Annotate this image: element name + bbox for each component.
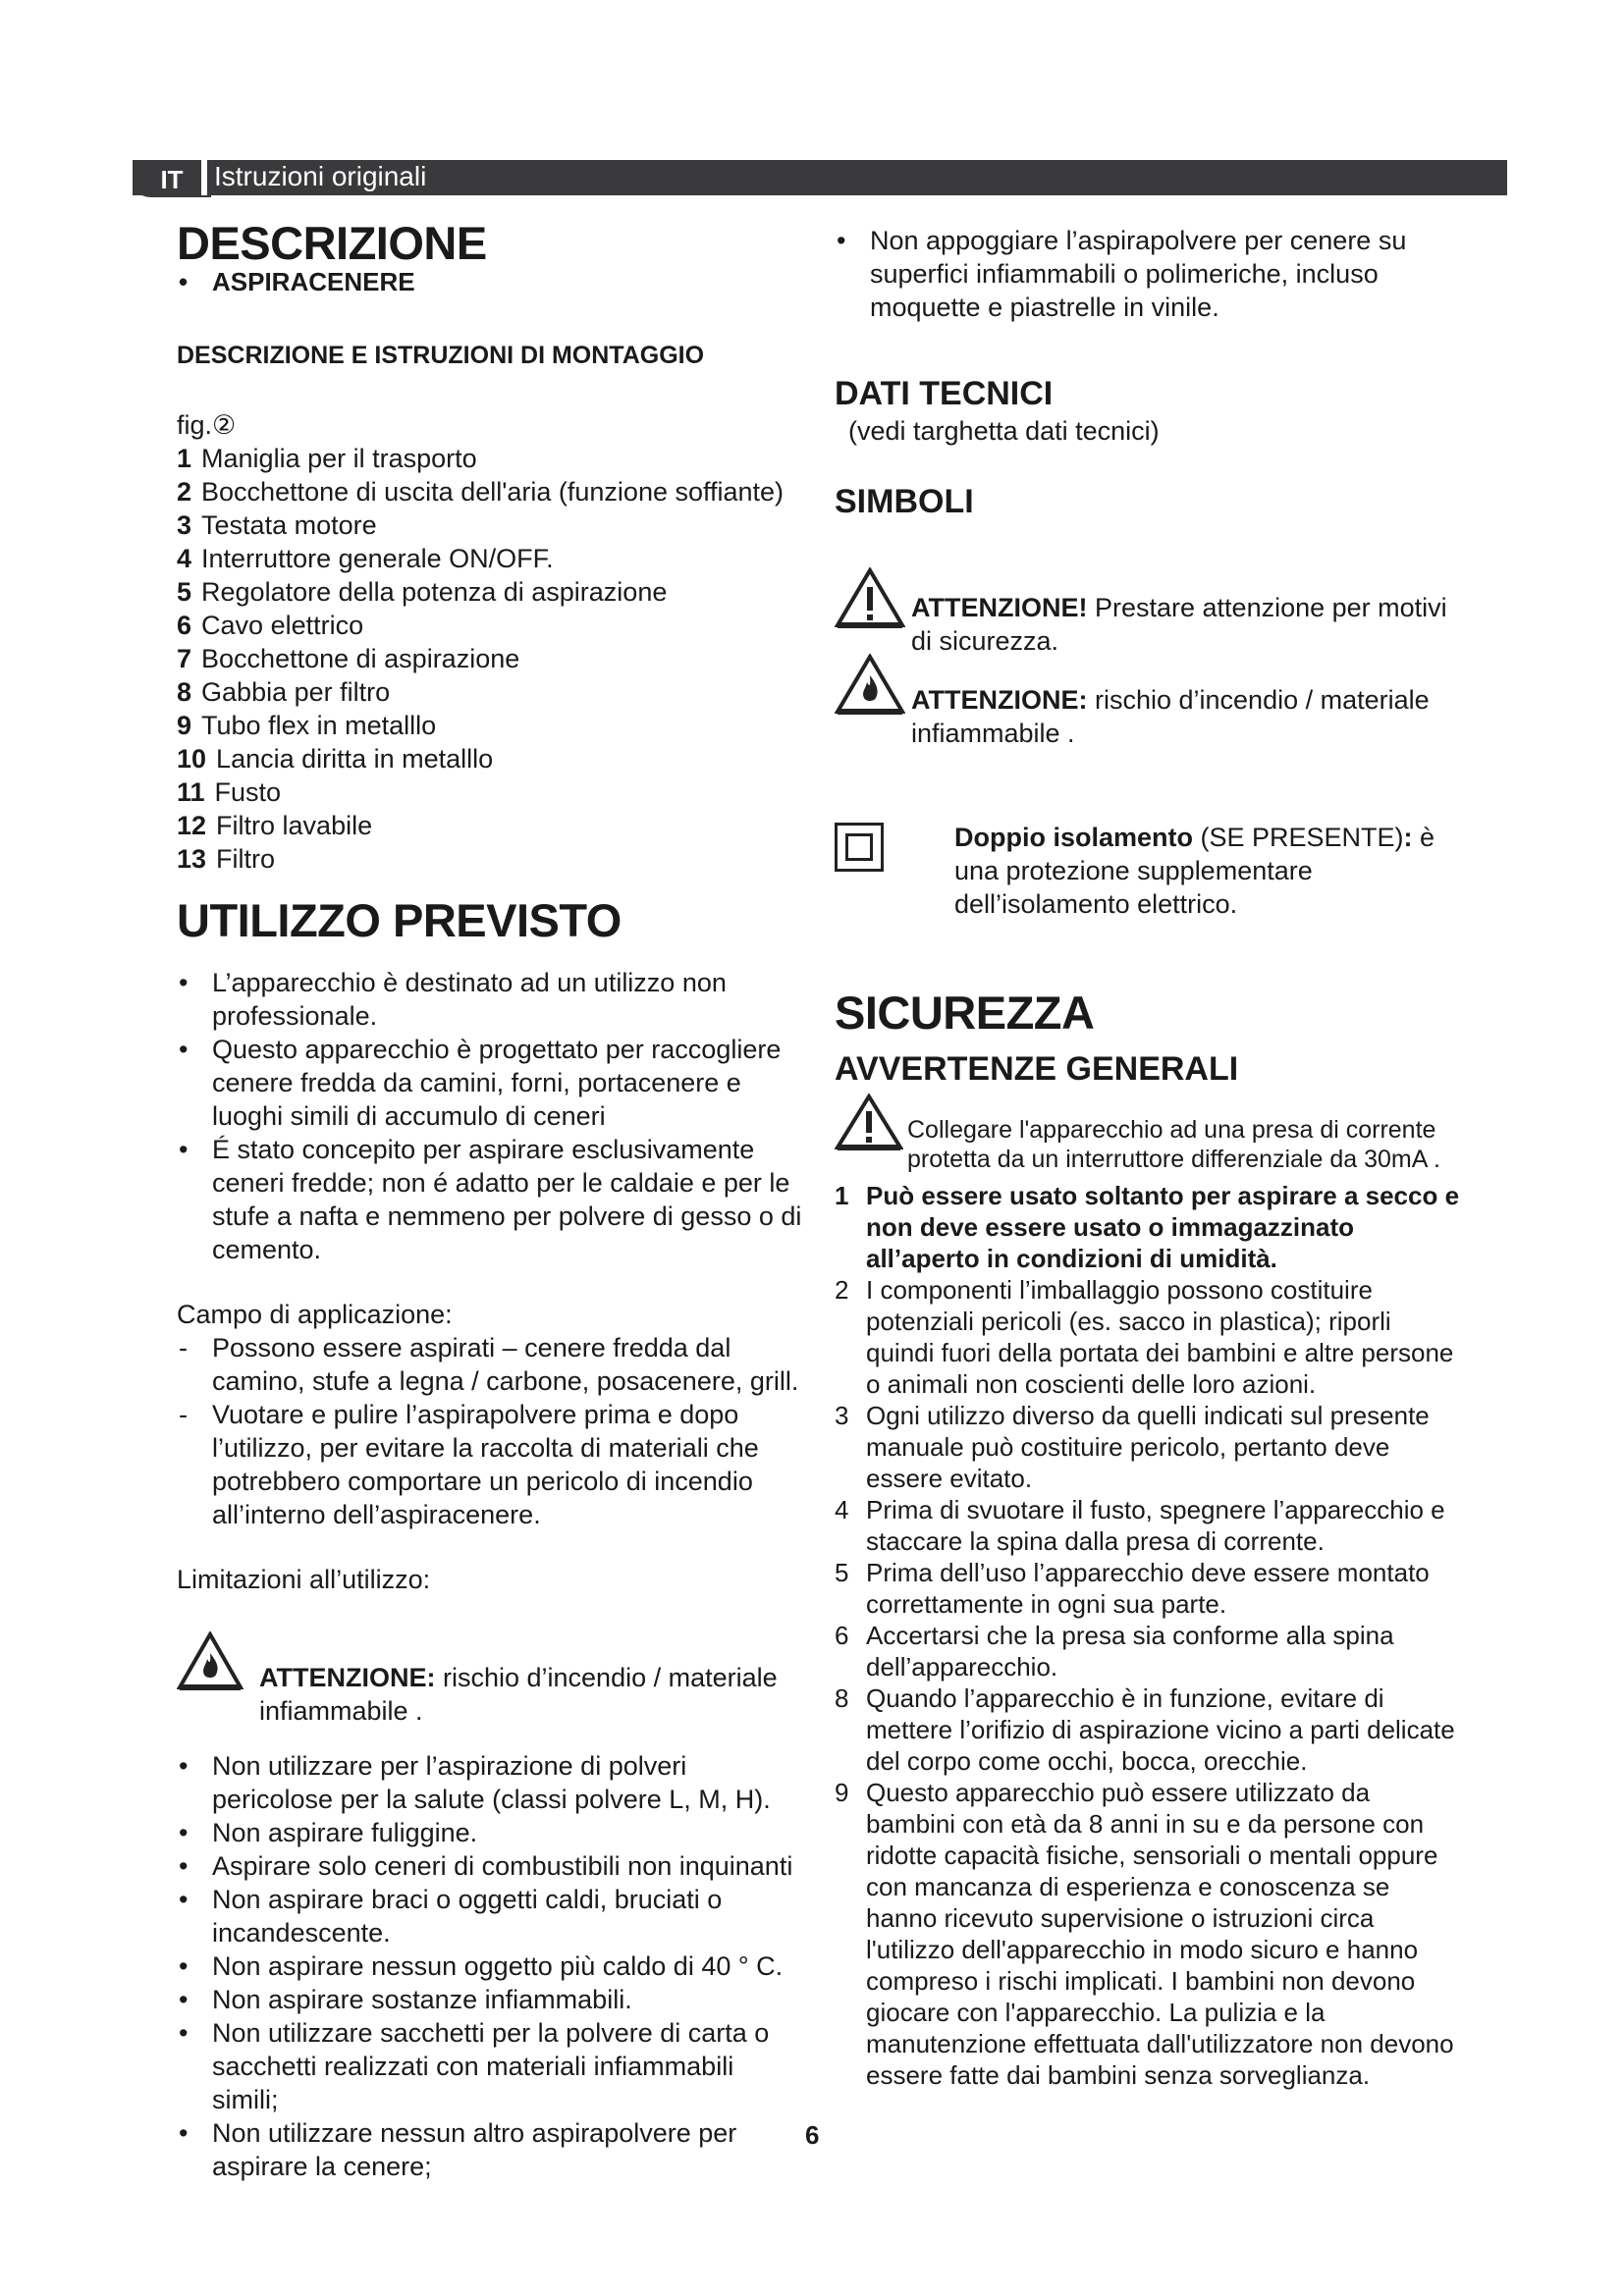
sicurezza-item-text: Accertarsi che la presa sia conforme alla spina dell’apparecchio.	[866, 1621, 1394, 1682]
simboli-title: SIMBOLI	[835, 483, 974, 520]
utilizzo-bullet: • L’apparecchio è destinato ad un utilizzo non professionale.	[177, 966, 805, 1033]
part-item	[177, 642, 805, 675]
part-item	[177, 575, 805, 609]
part-item	[177, 609, 805, 642]
sicurezza-item-text: Può essere usato soltanto per aspirare a secco e non deve essere usato o immagazzinato all’aperto in condizioni di umidità.	[866, 1181, 1460, 1273]
part-number: 12	[177, 811, 207, 840]
sicurezza-item-number: 4	[835, 1495, 849, 1524]
sicurezza-item-number: 3	[835, 1401, 849, 1430]
left-column	[177, 216, 805, 2183]
limit-bullet: • Non utilizzare sacchetti per la polvere di carta o sacchetti realizzati con materiali infiammabili simili;	[177, 2016, 805, 2116]
sicurezza-item-number: 5	[835, 1558, 849, 1587]
sicurezza-item	[835, 1557, 1463, 1620]
part-number: 6	[177, 611, 192, 640]
part-item	[177, 508, 805, 542]
double-insulation-label: Doppio isolamento	[954, 823, 1193, 852]
fire-warning-icon	[177, 1631, 244, 1690]
part-label: Gabbia per filtro	[201, 677, 391, 707]
limit-bullet: • Aspirare solo ceneri di combustibili non inquinanti	[177, 1849, 805, 1883]
sicurezza-item	[835, 1180, 1463, 1274]
limit-bullet: • Non aspirare sostanze infiammabili.	[177, 1983, 805, 2016]
limit-bullet: • Non utilizzare nessun altro aspirapolvere per aspirare la cenere;	[177, 2116, 805, 2183]
part-item	[177, 842, 805, 876]
sicurezza-item-number: 2	[835, 1275, 849, 1305]
part-label: Maniglia per il trasporto	[201, 444, 477, 473]
part-label: Fusto	[214, 777, 282, 807]
fig-reference: fig.②	[177, 410, 237, 440]
part-item	[177, 709, 805, 742]
part-label: Regolatore della potenza di aspirazione	[201, 577, 668, 607]
header-separator	[201, 160, 207, 195]
sicurezza-item-text: Quando l’apparecchio è in funzione, evitare di mettere l’orifizio di aspirazione vicino a parti delicate del corpo come occhi, bocca, orecchie.	[866, 1683, 1455, 1776]
avvertenze-title: AVVERTENZE GENERALI	[835, 1050, 1239, 1088]
part-number: 3	[177, 510, 192, 540]
sicurezza-list	[835, 1180, 1463, 2091]
header-title: Istruzioni originali	[214, 161, 427, 191]
part-item	[177, 742, 805, 775]
part-item	[177, 442, 805, 475]
part-number: 5	[177, 577, 192, 607]
language-badge: IT	[133, 162, 211, 197]
part-label: Interruttore generale ON/OFF.	[201, 544, 554, 573]
part-number: 13	[177, 844, 207, 874]
sicurezza-title: SICUREZZA	[835, 987, 1095, 1039]
sicurezza-item-text: Prima dell’uso l’apparecchio deve essere montato correttamente in ogni sua parte.	[866, 1558, 1430, 1619]
part-item	[177, 675, 805, 709]
part-label: Lancia diritta in metalllo	[216, 744, 494, 774]
sicurezza-item-number: 8	[835, 1683, 849, 1713]
part-label: Cavo elettrico	[201, 611, 364, 640]
utilizzo-bullet: • É stato concepito per aspirare esclusivamente ceneri fredde; non é adatto per le caldaie e per le stufe a nafta e nemmeno per polvere di gesso o di cemento.	[177, 1133, 805, 1266]
sicurezza-item-number: 9	[835, 1778, 849, 1807]
part-item	[177, 475, 805, 508]
sicurezza-intro-text: Collegare l'apparecchio ad una presa di corrente protetta da un interruttore differenziale da 30mA .	[907, 1116, 1440, 1173]
symbol-fire-text: rischio d’incendio / materiale infiammabile .	[911, 685, 1430, 748]
parts-list	[177, 442, 805, 876]
descrizione-subtitle-list	[177, 265, 805, 298]
limit-warning-label: ATTENZIONE:	[259, 1663, 436, 1692]
right-column	[835, 224, 1463, 2091]
limit-bullets	[177, 1749, 805, 2183]
montaggio-heading: DESCRIZIONE E ISTRUZIONI DI MONTAGGIO	[177, 342, 705, 369]
part-label: Tubo flex in metalllo	[201, 711, 437, 740]
sicurezza-item-text: Prima di svuotare il fusto, spegnere l’apparecchio e staccare la spina dalla presa di corrente.	[866, 1495, 1445, 1556]
double-insulation-colon: :	[1403, 823, 1413, 852]
descrizione-title: DESCRIZIONE	[177, 217, 487, 269]
part-number: 10	[177, 744, 207, 774]
limit-warning-text: rischio d’incendio / materiale infiammabile .	[259, 1663, 778, 1726]
limit-bullet: • Non aspirare braci o oggetti caldi, bruciati o incandescente.	[177, 1883, 805, 1949]
sicurezza-item	[835, 1777, 1463, 2091]
utilizzo-bullets	[177, 966, 805, 1266]
part-item	[177, 775, 805, 809]
sicurezza-item-text: I componenti l’imballaggio possono costituire potenziali pericoli (es. sacco in plastica); riporli quindi fuori della portata dei bambini e altre persone o animali non coscienti delle loro azioni.	[866, 1275, 1454, 1399]
sicurezza-item-number: 1	[835, 1181, 849, 1210]
symbol-fire-label: ATTENZIONE:	[911, 685, 1088, 715]
part-label: Filtro lavabile	[216, 811, 373, 840]
sicurezza-item	[835, 1274, 1463, 1400]
limit-warning	[177, 1631, 805, 1728]
warning-triangle-icon	[835, 567, 905, 628]
part-number: 4	[177, 544, 192, 573]
limit-bullets-continued	[835, 224, 1463, 324]
part-label: Bocchettone di aspirazione	[201, 644, 520, 673]
double-insulation-text: è una protezione supplementare dell’isolamento elettrico.	[954, 823, 1435, 919]
dati-title: DATI TECNICI	[835, 375, 1054, 412]
part-number: 11	[177, 777, 205, 807]
part-number: 1	[177, 444, 192, 473]
utilizzo-bullet: • Questo apparecchio è progettato per raccogliere cenere fredda da camini, forni, portacenere e luoghi simili di accumulo di ceneri	[177, 1033, 805, 1133]
campo-list	[177, 1331, 805, 1531]
part-item	[177, 542, 805, 575]
fire-warning-icon	[835, 654, 905, 715]
double-insulation-icon	[835, 823, 884, 872]
sicurezza-item	[835, 1494, 1463, 1557]
limit-bullet: • Non appoggiare l’aspirapolvere per cenere su superfici infiammabili o polimeriche, incluso moquette e piastrelle in vinile.	[835, 224, 1463, 324]
sicurezza-item	[835, 1400, 1463, 1494]
double-insulation-note: (SE PRESENTE)	[1193, 823, 1404, 852]
sicurezza-item-text: Ogni utilizzo diverso da quelli indicati sul presente manuale può costituire pericolo, pertanto deve essere evitato.	[866, 1401, 1430, 1493]
sicurezza-item	[835, 1682, 1463, 1777]
symbol-double-insulation	[835, 821, 1463, 921]
limitazioni-label: Limitazioni all’utilizzo:	[177, 1565, 431, 1594]
sicurezza-item-number: 6	[835, 1621, 849, 1650]
campo-item: - Vuotare e pulire l’aspirapolvere prima e dopo l’utilizzo, per evitare la raccolta di materiali che potrebbero comportare un pericolo di incendio all’interno dell’aspiracenere.	[177, 1398, 805, 1531]
descrizione-subtitle: • ASPIRACENERE	[177, 265, 805, 298]
campo-item: - Possono essere aspirati – cenere fredda dal camino, stufe a legna / carbone, posacenere, grill.	[177, 1331, 805, 1398]
symbol-attention-label: ATTENZIONE!	[911, 593, 1088, 622]
part-number: 7	[177, 644, 192, 673]
warning-triangle-icon	[835, 1094, 903, 1150]
page-number: 6	[805, 2120, 820, 2150]
part-label: Bocchettone di uscita dell'aria (funzione soffiante)	[201, 477, 785, 507]
dati-text: (vedi targhetta dati tecnici)	[848, 416, 1160, 446]
sicurezza-item	[835, 1620, 1463, 1682]
part-number: 9	[177, 711, 192, 740]
part-item	[177, 809, 805, 842]
sicurezza-intro	[835, 1094, 1463, 1174]
symbol-fire	[835, 654, 1463, 750]
utilizzo-title: UTILIZZO PREVISTO	[177, 894, 622, 946]
part-number: 2	[177, 477, 192, 507]
sicurezza-item-text: Questo apparecchio può essere utilizzato da bambini con età da 8 anni in su e da persone con ridotte capacità fisiche, sensoriali o mentali oppure con mancanza di esperienza e conoscenza se hanno ricevuto supervisione o istruzioni circa l'utilizzo dell'apparecchio in modo sicuro e hanno compreso i rischi implicati. I bambini non devono giocare con l'apparecchio. La pulizia e la manutenzione effettuata dall'utilizzatore non devono essere fatte dai bambini senza sorveglianza.	[866, 1778, 1454, 2090]
campo-label: Campo di applicazione:	[177, 1300, 453, 1329]
part-label: Filtro	[216, 844, 276, 874]
part-number: 8	[177, 677, 192, 707]
symbol-attention	[835, 567, 1463, 658]
symbol-attention-text: Prestare attenzione per motivi di sicurezza.	[911, 593, 1447, 656]
limit-bullet: • Non aspirare nessun oggetto più caldo di 40 ° C.	[177, 1949, 805, 1983]
part-label: Testata motore	[201, 510, 377, 540]
limit-bullet: • Non aspirare fuliggine.	[177, 1816, 805, 1849]
limit-bullet: • Non utilizzare per l’aspirazione di polveri pericolose per la salute (classi polvere L, M, H).	[177, 1749, 805, 1816]
